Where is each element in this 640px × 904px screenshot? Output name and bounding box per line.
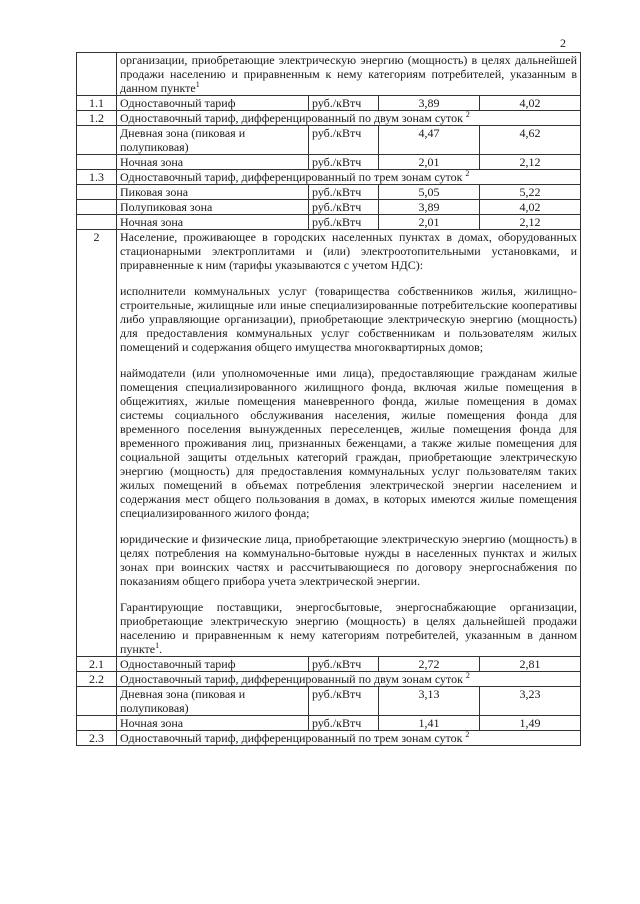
category-description (117, 230, 581, 657)
unit-cell: руб./кВтч (309, 687, 379, 716)
unit-cell: руб./кВтч (309, 657, 379, 672)
tariff-name: Одноставочный тариф, дифференцированный по двум зонам суток $^2$ (117, 111, 581, 126)
tariff-table (76, 52, 581, 746)
zone-name: Дневная зона (пиковая и полупиковая) (117, 126, 309, 155)
table-row (77, 185, 581, 200)
value-second-half: 4,62 (480, 126, 581, 155)
unit-cell: руб./кВтч (309, 215, 379, 230)
table-row (77, 672, 581, 687)
row-number: 2.2 (77, 672, 117, 687)
tariff-name: Одноставочный тариф (117, 657, 309, 672)
tariff-name: Одноставочный тариф, дифференцированный по трем зонам суток $^2$ (117, 170, 581, 185)
table-row (77, 111, 581, 126)
tariff-name: Одноставочный тариф (117, 96, 309, 111)
table-row (77, 657, 581, 672)
row-number (77, 155, 117, 170)
table-row (77, 687, 581, 716)
paragraph: Гарантирующие поставщики, энергосбытовые, энергоснабжающие организации, приобретающие электрическую энергию (мощность) в целях дальнейшей продажи населению и приравненным к нему категориям потребителей, указанным в данном пункте$^1$. (120, 600, 578, 656)
zone-name: Полупиковая зона (117, 200, 309, 215)
table-row (77, 215, 581, 230)
value-second-half: 4,02 (480, 96, 581, 111)
table-row (77, 53, 581, 96)
value-second-half: 3,23 (480, 687, 581, 716)
paragraph: Население, проживающее в городских населенных пунктах в домах, оборудованных стационарными электроплитами и (или) электроотопительными установками, и приравненные к ним (тарифы указываются с учетом НДС): (120, 230, 578, 272)
unit-cell: руб./кВтч (309, 155, 379, 170)
tariff-name: Одноставочный тариф, дифференцированный по трем зонам суток $^2$ (117, 731, 581, 746)
value-first-half: 3,89 (379, 96, 480, 111)
unit-cell: руб./кВтч (309, 200, 379, 215)
table-row (77, 126, 581, 155)
row-number (77, 126, 117, 155)
zone-name: Ночная зона (117, 716, 309, 731)
unit-cell: руб./кВтч (309, 716, 379, 731)
row-number (77, 716, 117, 731)
table-row (77, 170, 581, 185)
unit-cell: руб./кВтч (309, 185, 379, 200)
value-first-half: 2,01 (379, 215, 480, 230)
row-number (77, 200, 117, 215)
row-number (77, 185, 117, 200)
table-row (77, 200, 581, 215)
value-first-half: 3,13 (379, 687, 480, 716)
row-number (77, 215, 117, 230)
table-row (77, 230, 581, 657)
zone-name: Ночная зона (117, 215, 309, 230)
paragraph: исполнители коммунальных услуг (товарищества собственников жилья, жилищно-строительные, жилищные или иные специализированные потребительские кооперативы либо управляющие организации), приобретающие электрическую энергию (мощность) для предоставления коммунальных услуг собственникам и пользователям жилых помещений и содержания общего имущества многоквартирных домов; (120, 284, 578, 354)
unit-cell: руб./кВтч (309, 126, 379, 155)
zone-name: Пиковая зона (117, 185, 309, 200)
value-first-half: 5,05 (379, 185, 480, 200)
value-second-half: 2,12 (480, 155, 581, 170)
row-number (77, 53, 117, 96)
paragraph: юридические и физические лица, приобретающие электрическую энергию (мощность) в целях потребления на коммунально-бытовые нужды в населенных пунктах и жилых зонах при воинских частях и рассчитывающиеся по договору энергоснабжения по показаниям общего прибора учета электрической энергии. (120, 532, 578, 588)
value-first-half: 3,89 (379, 200, 480, 215)
value-first-half: 4,47 (379, 126, 480, 155)
row-number: 1.1 (77, 96, 117, 111)
table-row (77, 731, 581, 746)
zone-name: Ночная зона (117, 155, 309, 170)
row-description: организации, приобретающие электрическую энергию (мощность) в целях дальнейшей продажи населению и приравненным к нему категориям потребителей, указанным в данном пункте$^1$ (117, 53, 581, 96)
row-number (77, 687, 117, 716)
value-first-half: 2,72 (379, 657, 480, 672)
row-number: 2.3 (77, 731, 117, 746)
value-first-half: 2,01 (379, 155, 480, 170)
table-row (77, 155, 581, 170)
unit-cell: руб./кВтч (309, 96, 379, 111)
row-number: 1.2 (77, 111, 117, 126)
paragraph: наймодатели (или уполномоченные ими лица), предоставляющие гражданам жилые помещения специализированного жилищного фонда, включая жилые помещения в общежитиях, жилые помещения маневренного фонда, жилые помещения в домах системы социального обслуживания населения, жилые помещения фонда для временного поселения вынужденных переселенцев, жилые помещения фонда для временного проживания лиц, признанных беженцами, а также жилые помещения для социальной защиты отдельных категорий граждан, приобретающие электрическую энергию (мощность) для предоставления коммунальных услуг пользователям таких жилых помещений в объемах потребления электрической энергии населением и содержания мест общего пользования в домах, в которых имеются жилые помещения специализированного жилого фонда; (120, 366, 578, 520)
table-row (77, 96, 581, 111)
table-row (77, 716, 581, 731)
value-second-half: 2,12 (480, 215, 581, 230)
tariff-name: Одноставочный тариф, дифференцированный по двум зонам суток $^2$ (117, 672, 581, 687)
zone-name: Дневная зона (пиковая и полупиковая) (117, 687, 309, 716)
row-number: 2 (77, 230, 117, 657)
value-second-half: 5,22 (480, 185, 581, 200)
value-second-half: 1,49 (480, 716, 581, 731)
value-first-half: 1,41 (379, 716, 480, 731)
value-second-half: 4,02 (480, 200, 581, 215)
value-second-half: 2,81 (480, 657, 581, 672)
row-number: 2.1 (77, 657, 117, 672)
row-number: 1.3 (77, 170, 117, 185)
page-number: 2 (560, 36, 566, 50)
